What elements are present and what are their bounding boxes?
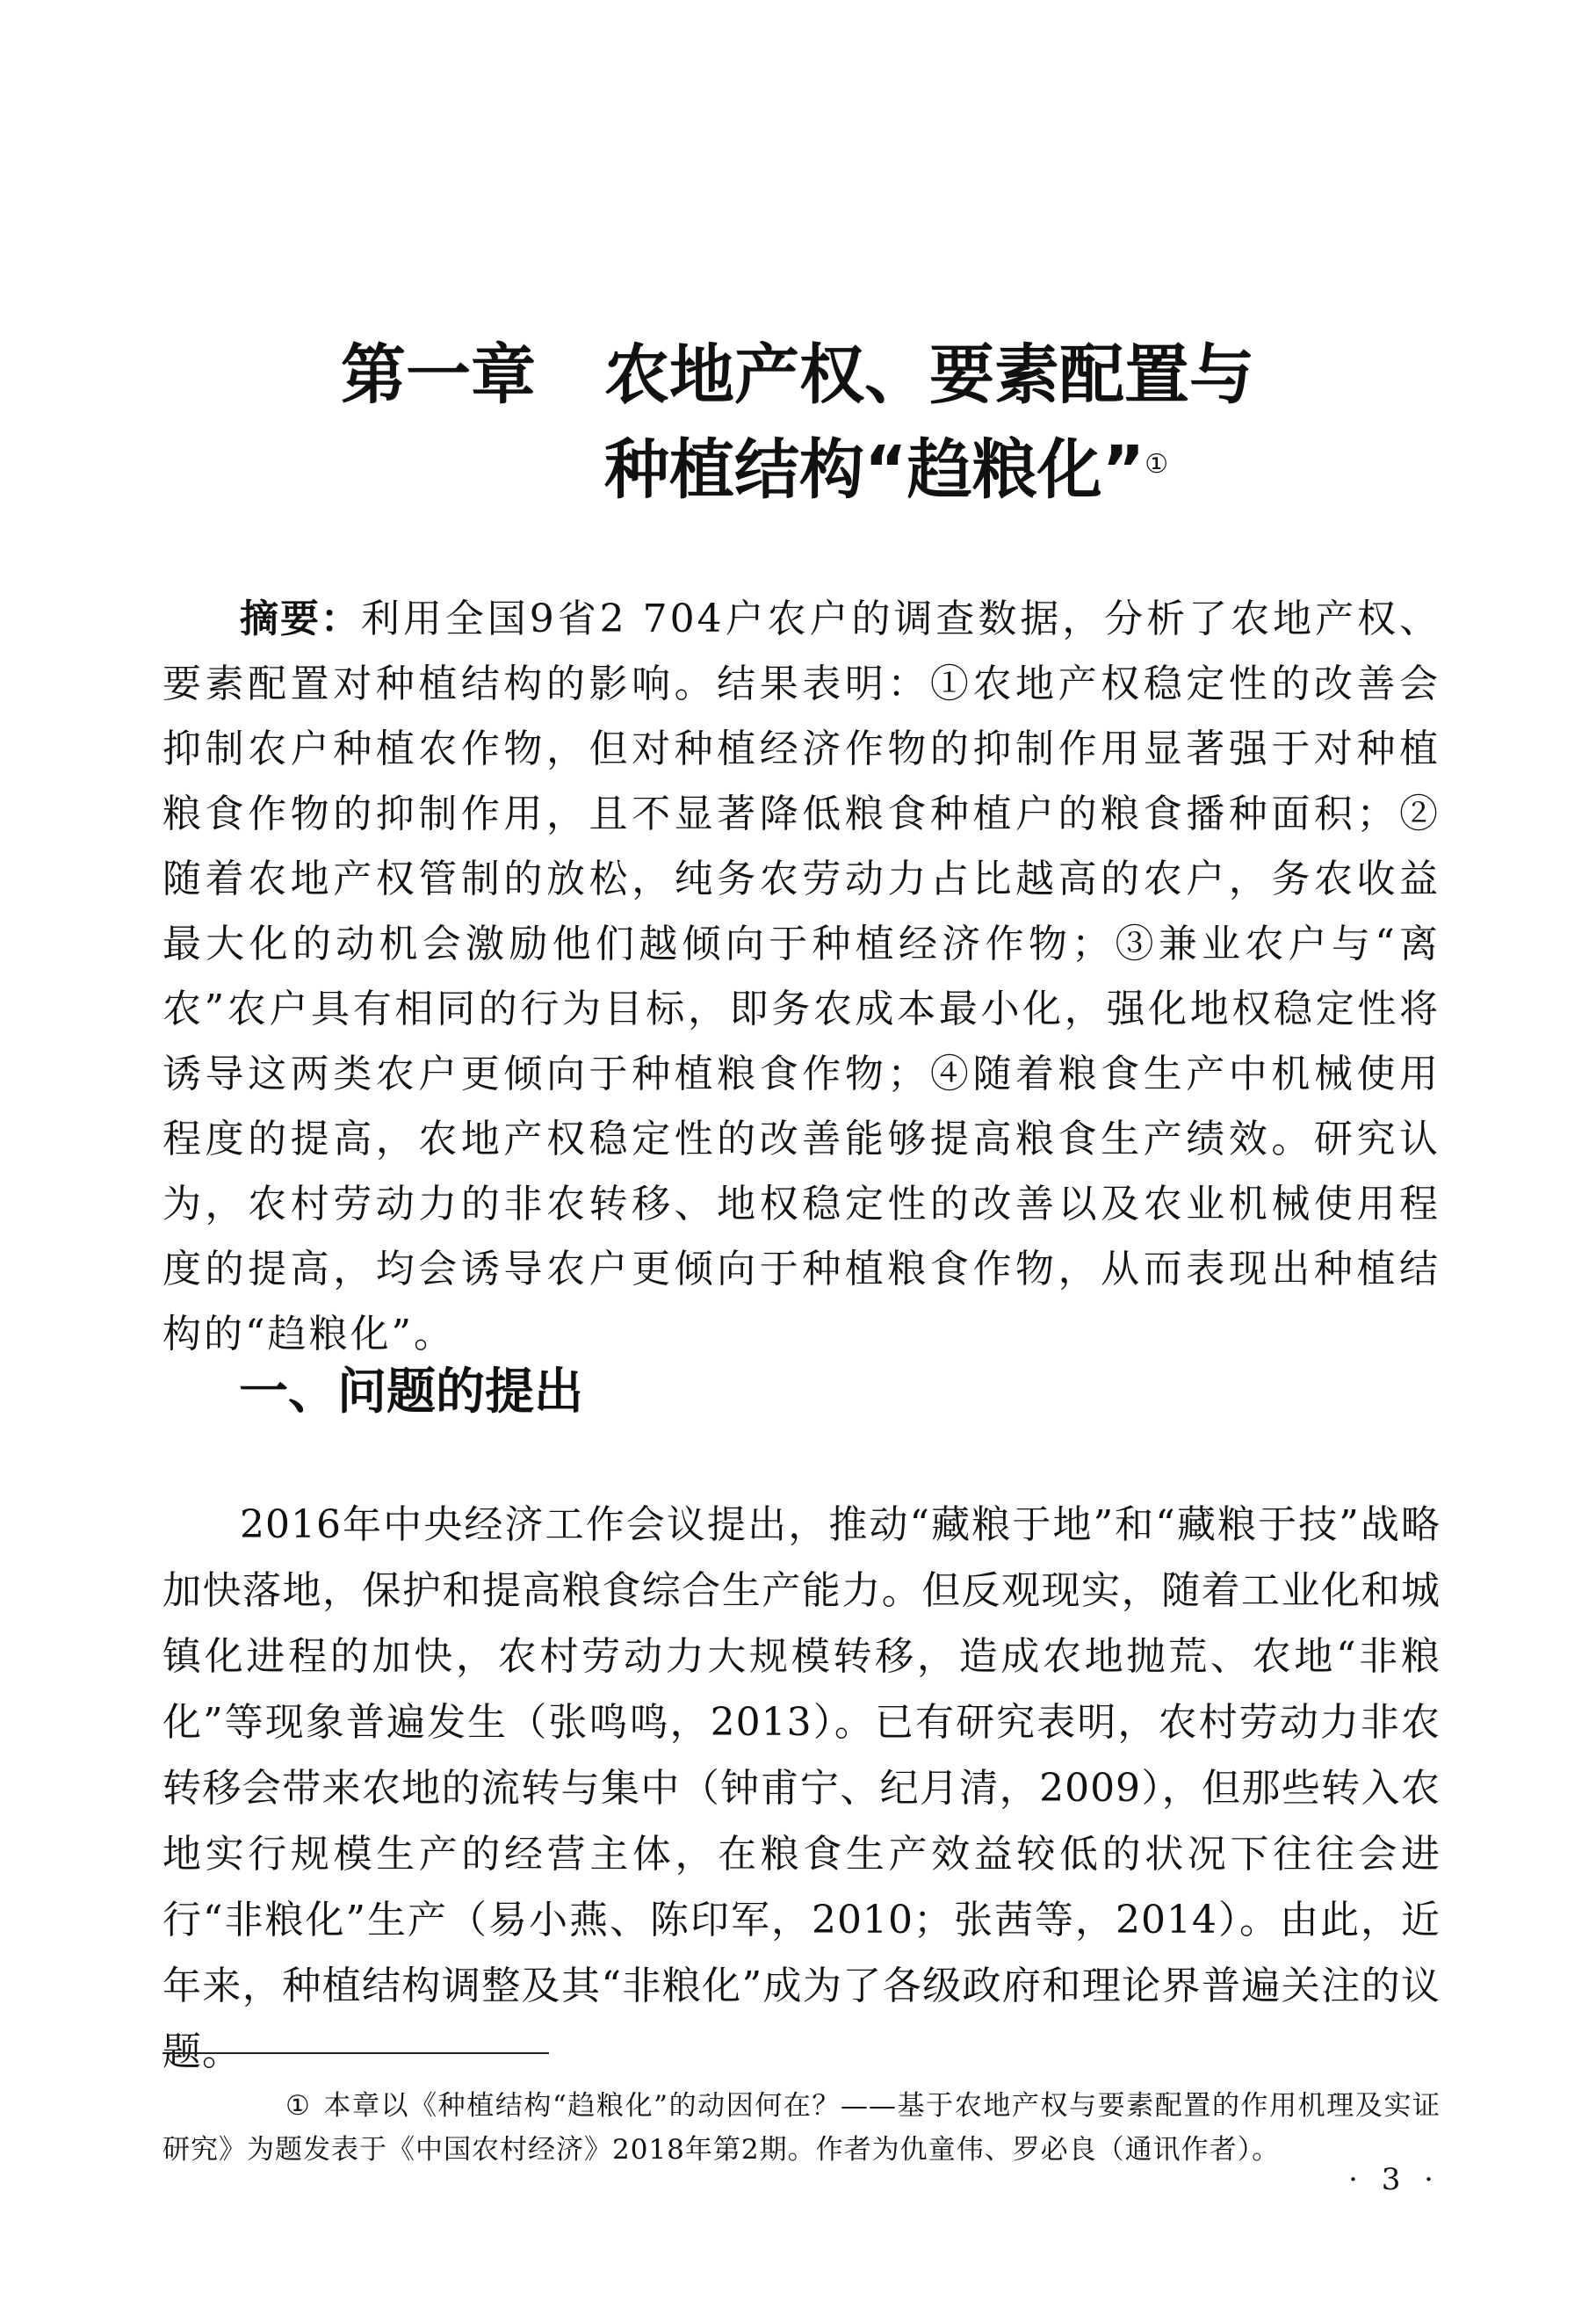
body-paragraph: 2016年中央经济工作会议提出，推动“藏粮于地”和“藏粮于技”战略加快落地，保护和提高粮食综合生产能力。但反观现实，随着工业化和城镇化进程的加快，农村劳动力大规模转移，造成农地抛荒、农地“非粮化”等现象普遍发生（张鸣鸣，2013）。已有研究表明，农村劳动力非农转移会带来农地的流转与集中（钟甫宁、纪月清，2009），但那些转入农地实行规模生产的经营主体，在粮食生产效益较低的状况下往往会进行“非粮化”生产（易小燕、陈印军，2010；张茜等，2014）。由此，近年来，种植结构调整及其“非粮化”成为了各级政府和理论界普遍关注的议题。 xyxy=(162,1502,1441,2074)
footnote xyxy=(162,2084,1441,2172)
chapter-title-line-2 xyxy=(604,422,1168,518)
chapter-title-text-1: 农地产权、要素配置与 xyxy=(604,337,1254,413)
footnote-divider xyxy=(162,2052,549,2054)
page-number: · 3 · xyxy=(1348,2162,1441,2197)
abstract-keyword: 摘要： xyxy=(240,597,361,641)
abstract-text: 利用全国9省2 704户农户的调查数据，分析了农地产权、要素配置对种植结构的影响。结果表明：①农地产权稳定性的改善会抑制农户种植农作物，但对种植经济作物的抑制作用显著强于对种植粮食作物的抑制作用，且不显著降低粮食种植户的粮食播种面积；②随着农地产权管制的放松，纯务农劳动力占比越高的农户，务农收益最大化的动机会激励他们越倾向于种植经济作物；③兼业农户与“离农”农户具有相同的行为目标，即务农成本最小化，强化地权稳定性将诱导这两类农户更倾向于种植粮食作物；④随着粮食生产中机械使用程度的提高，农地产权稳定性的改善能够提高粮食生产绩效。研究认为，农村劳动力的非农转移、地权稳定性的改善以及农业机械使用程度的提高，均会诱导农户更倾向于种植粮食作物，从而表现出种植结构的“趋粮化”。 xyxy=(162,597,1441,1356)
chapter-title-text-2: 种植结构“趋粮化” xyxy=(604,432,1145,508)
chapter-title-line-1 xyxy=(341,327,1254,423)
footnote-text: 本章以《种植结构“趋粮化”的动因何在？——基于农地产权与要素配置的作用机理及实证研究》为题发表于《中国农村经济》2018年第2期。作者为仇童伟、罗必良（通讯作者）。 xyxy=(162,2090,1441,2166)
footnote-reference[interactable]: ① xyxy=(1145,449,1169,480)
section-heading: 一、问题的提出 xyxy=(239,1364,583,1421)
footnote-mark: ① xyxy=(285,2090,311,2122)
abstract xyxy=(162,587,1441,1367)
chapter-label: 第一章 xyxy=(341,337,536,413)
